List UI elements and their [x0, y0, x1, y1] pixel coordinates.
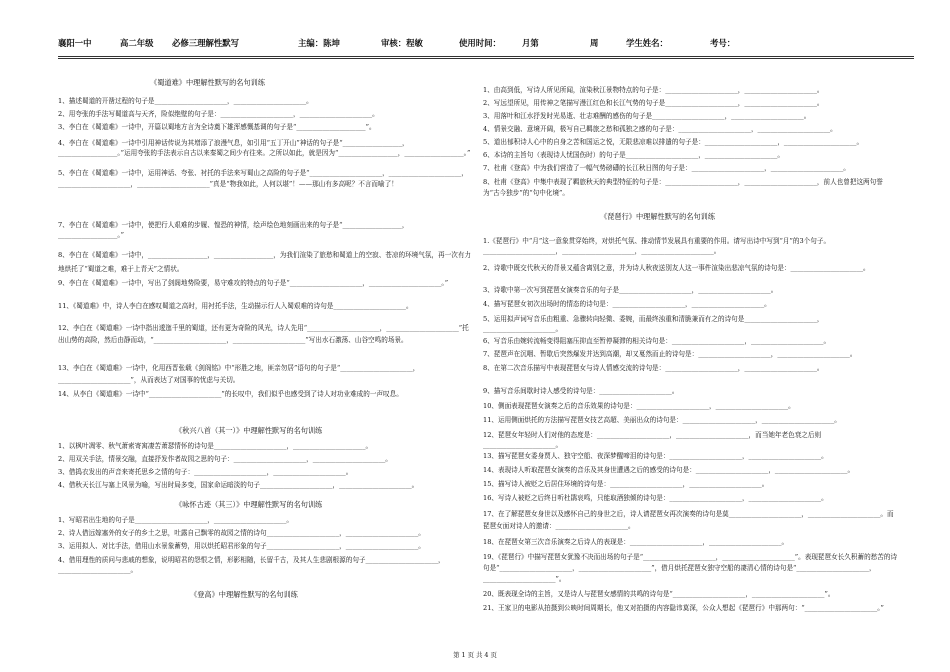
page-header: [0, 37, 950, 53]
pipa-line-2: 2、诗歌中既交代秋天的背景又蕴含离别之意，并为诗人秋夜送别友人这一事件渲染出悲凉气氛的诗句是：______________________。: [483, 264, 870, 272]
yonghuai-line-4: 4、借用理性的质问与悲戚的想象，说明昭君的怨恨之情，形影相随，长留千古，及其人生悲剧根源的句子______________________，______________________。: [58, 556, 445, 574]
yonghuai-line-2: 2、诗人借远嫁塞外的女子的乡土之思，吐露自己飘零的故园之情的诗句______________________，______________________。: [58, 529, 425, 537]
pipa-line-5: 5、运用拟声词写音乐由粗重、急骤转向轻微、委婉，而最终浊重和清脆兼而有之的诗句是______________________，______________________。: [483, 315, 824, 333]
qiuxing-line-2: 2、用双关手法，情景交融，直接抒发作者故园之思的句子：______________________，______________________。: [58, 455, 392, 463]
pipa-line-9: 9、描写音乐间歇时诗人感受的诗句是：______________________。: [483, 387, 679, 395]
page-footer: 第 1 页 共 4 页: [453, 651, 497, 659]
denggao-title: 《登高》中理解性默写的名句训练: [190, 590, 298, 599]
left-line-13: 13、李白在《蜀道难》一诗中，化用西晋张载《剑阁铭》中“形胜之地，匪亲勿居”语句的句子是“______________________，______________________”，从而表达了对国事的忧虑与关切。: [58, 364, 420, 384]
pipa-line-16: 16、写诗人被贬之后终日听杜鹃哀鸣，只能取酒独倾的诗句是：______________________，______________________。: [483, 494, 828, 502]
reviewer-label: 审核：程敏: [381, 38, 423, 48]
left-line-9: 9、李白在《蜀道难》一诗中，写出了剑阁地势险要，易守难攻的特点的句子是“______________________，______________________。”: [58, 279, 449, 287]
qiuxing-line-3: 3、借捣衣发出的声音来寄托思乡之情的句子：______________________，______________________。: [58, 468, 353, 476]
denggao-line-5: 5、道出郁积诗人心中的自身之苦和国运之悦，无限悲凉难以排遣的句子是：______________________，______________________。: [483, 138, 864, 146]
denggao-line-2: 2、写远望所见，用传神之笔描写漫江红色和长江气势的句子是______________________，______________________。: [483, 99, 824, 107]
qiuxing-line-4: 4、借秋天长江与塞上风景为喻，写出时局多变，国家命运暗淡的句子______________________，______________________。: [58, 481, 419, 489]
pipa-line-15: 15、描写诗人被贬之后居住环境的诗句是：______________________，______________________。: [483, 480, 769, 488]
pipa-line-4: 4、描写琵琶女初次出场时的情态的诗句是：______________________，______________________。: [483, 300, 771, 308]
left-line-12: 12、李白在《蜀道难》一诗中指出逶迤千里的蜀道，还有更为奇险的风光，诗人先用“______________________，______________________”托出山势的高险，然后由静而动，“______________________，______________________”写出水石激荡、山谷空鸣的场景。: [58, 324, 469, 344]
left-line-11: 11、《蜀道难》中，诗人李白在感叹蜀道之高时，用衬托手法，生动描示行人入蜀艰难的诗句是______________________。: [58, 302, 413, 310]
left-line-3: 3、李白在《蜀道难》一诗中，开篇以蜀地方言为全诗奠下雄浑感慨基调的句子是“_____________________”。: [58, 123, 376, 131]
pipa-line-14: 14、表现诗人听取琵琶女演奏的音乐及其身世遭遇之后的感受的诗句是：______________________，______________________。: [483, 466, 855, 474]
time-label: 使用时间：: [459, 38, 501, 48]
week-label: 周: [590, 38, 599, 48]
pipa-line-20: 20、既表现全诗的主旨，又是诗人与琵琶女感情的共鸣的诗句是“______________________，______________________”。: [483, 590, 835, 598]
yonghuai-line-3: 3、运用拟人、对比手法，借用山水景象蓄势，用以烘托昭君形象的句子______________________，______________________。: [58, 542, 425, 550]
left-line-4: 4、李白在《蜀道难》一诗中引用神话传说为其增添了浪漫气息，如引用“五丁开山”神话的句子是“__________________，__________________。”运用夸张的手法表示自古以来秦蜀之间少有往来。之所以如此，就是因为“__________________，__________________。”: [58, 139, 471, 157]
pipaxing-title: 《琵琶行》中理解性默写的名句训练: [600, 212, 716, 221]
left-line-14: 14、从李白《蜀道难》一诗中“______________________”的长叹中，我们似乎也感受到了诗人对功业难成的一声叹息。: [58, 390, 403, 398]
pipa-line-13: 13、描写琵琶女委身贾人、独守空船、夜深梦醒啼泪的诗句是：______________________，______________________。: [483, 452, 828, 460]
left-line-2: 2、用夸张的手法写蜀道高与天齐，险似绝壁的句子是：______________________，______________________。: [58, 110, 379, 118]
school-name: 襄阳一中: [58, 38, 92, 48]
left-line-5: 5、李白在《蜀道难》一诗中，运用神话、夸张、衬托的手法来写蜀山之高险的句子是“______________________，______________________，______________________，______________________”真是“物我如此，人何以堪”！——那山有多高呢？不言而喻了！: [58, 169, 468, 188]
pipa-line-12: 12、琵琶女年轻时人们对他的态度是：______________________，______________________，而当她年老色衰之后则______________________。: [483, 431, 822, 449]
editor-label: 主编：陈坤: [298, 38, 340, 48]
exam-number-label: 考号：: [710, 38, 736, 48]
subject-label: 必修三理解性默写: [172, 38, 239, 48]
header-divider-top: [58, 56, 914, 57]
denggao-line-7: 7、杜甫《登高》中为我们营造了一幅气势磅礴的长江秋日图的句子是：______________________，______________________。: [483, 164, 850, 172]
pipa-line-21: 21、王家卫的电影从拍摄到公映时间周期长，他又对拍摄的内容隐讳莫深，公众人想起《琵琶行》中那两句：“______________________。”: [483, 604, 884, 612]
denggao-line-6: 6、本诗的主旨句（表现诗人忧国伤时）的句子是______________________，______________________。: [483, 151, 784, 159]
left-line-8: 8、李白在《蜀道难》一诗中，__________________，__________________，为我们渲染了旅愁和蜀道上的空寂、苍凉的环境气氛，再一次有力地烘托了“蜀道之难，难于上青天”之情状。: [58, 251, 472, 273]
pipa-line-7: 7、琵琶声在沉咽、暂歇后突然爆发并达到高潮，却又戛然而止的诗句是：______________________，______________________。: [483, 350, 857, 358]
pipa-line-11: 11、运用侧面烘托的方法描写琵琶女技艺高超、美丽出众的诗句是：______________________，______________________。: [483, 416, 841, 424]
shudaonan-title: 《蜀道难》中理解性默写的名句训练: [150, 78, 266, 87]
left-line-1: 1、描述蜀道的开凿过程的句子是______________________，______________________。: [58, 97, 313, 105]
left-line-7: 7、李白在《蜀道难》一诗中，使把行人艰难的步履、惶恐的神情，绘声绘色地刻画出来的句子是“__________________，__________________。”: [58, 221, 409, 239]
student-name-label: 学生姓名：: [626, 38, 668, 48]
pipa-line-19: 19、《琵琶行》中描写琵琶女犹豫不决而出场的句子是“______________________，______________________”。表现琵琶女长久积蓄的愁苦的诗句是“______________________，______________________”，借月烘托琵琶女独守空船的凄清心情的诗句是“______________________，______________________”。: [483, 553, 898, 583]
qiuxing-line-1: 1、以枫叶凋零、秋气萧索寄寓凄苦萧瑟情怀的诗句是______________________，______________________。: [58, 442, 373, 450]
pipa-line-10: 10、侧面表现琵琶女演奏之后的音乐效果的诗句是：______________________，______________________。: [483, 402, 795, 410]
grade-label: 高二年级: [120, 38, 154, 48]
pipa-line-3: 3、诗歌中第一次写到琵琶女演奏音乐的句子是______________________，______________________。: [483, 286, 778, 294]
month-label: 月第: [522, 38, 539, 48]
qiuxing-title: 《秋兴八首（其一）》中理解性默写的名句训练: [175, 426, 323, 435]
denggao-line-4: 4、情景交融、意境开阔，极写自己羁旅之愁和孤独之感的句子是：______________________，______________________。: [483, 125, 837, 133]
pipa-line-18: 18、在琵琶女第三次音乐演奏之后诗人的表现是：______________________，______________________。: [483, 538, 789, 546]
yonghuai-title: 《咏怀古迹（其三）》中理解性默写的名句训练: [175, 500, 323, 509]
denggao-line-3: 3、用落叶和江水抒发时光易逝、壮志难酬的感伤的句子是______________________，______________________。: [483, 112, 811, 120]
denggao-line-8: 8、杜甫《登高》中集中表现了羁旅秋天的典型特征的句子是：______________________，______________________，前人也曾把这两句誉为“古今独步”的“句中化境”。: [483, 178, 883, 197]
yonghuai-line-1: 1、写昭君出生地的句子是______________________，______________________。: [58, 516, 293, 524]
pipa-line-1: 1.《琵琶行》中“月”这一意象贯穿始终，对烘托气氛、推动情节发展具有重要的作用。请写出诗中写到“月”的3个句子。______________________，______________________，______________________。: [483, 237, 831, 255]
pipa-line-6: 6、写音乐由婉转流畅变得阻塞压抑直至暂停凝滞的相关诗句是：______________________，______________________。: [483, 337, 831, 345]
denggao-line-1: 1、由高到低，写诗人所见所闻，渲染秋江景物特点的句子是：______________________，______________________。: [483, 86, 824, 94]
header-divider-bottom: [58, 58, 914, 59]
pipa-line-8: 8、在第二次音乐描写中表现琵琶女与诗人情感交流的诗句是：______________________，______________________。: [483, 364, 824, 372]
pipa-line-17: 17、在了解琵琶女身世以及感怀自己的身世之后，诗人请琵琶女再次演奏的诗句是莫______________________，______________________。而琵琶女面对诗人的邀请：______________________。: [483, 510, 894, 530]
